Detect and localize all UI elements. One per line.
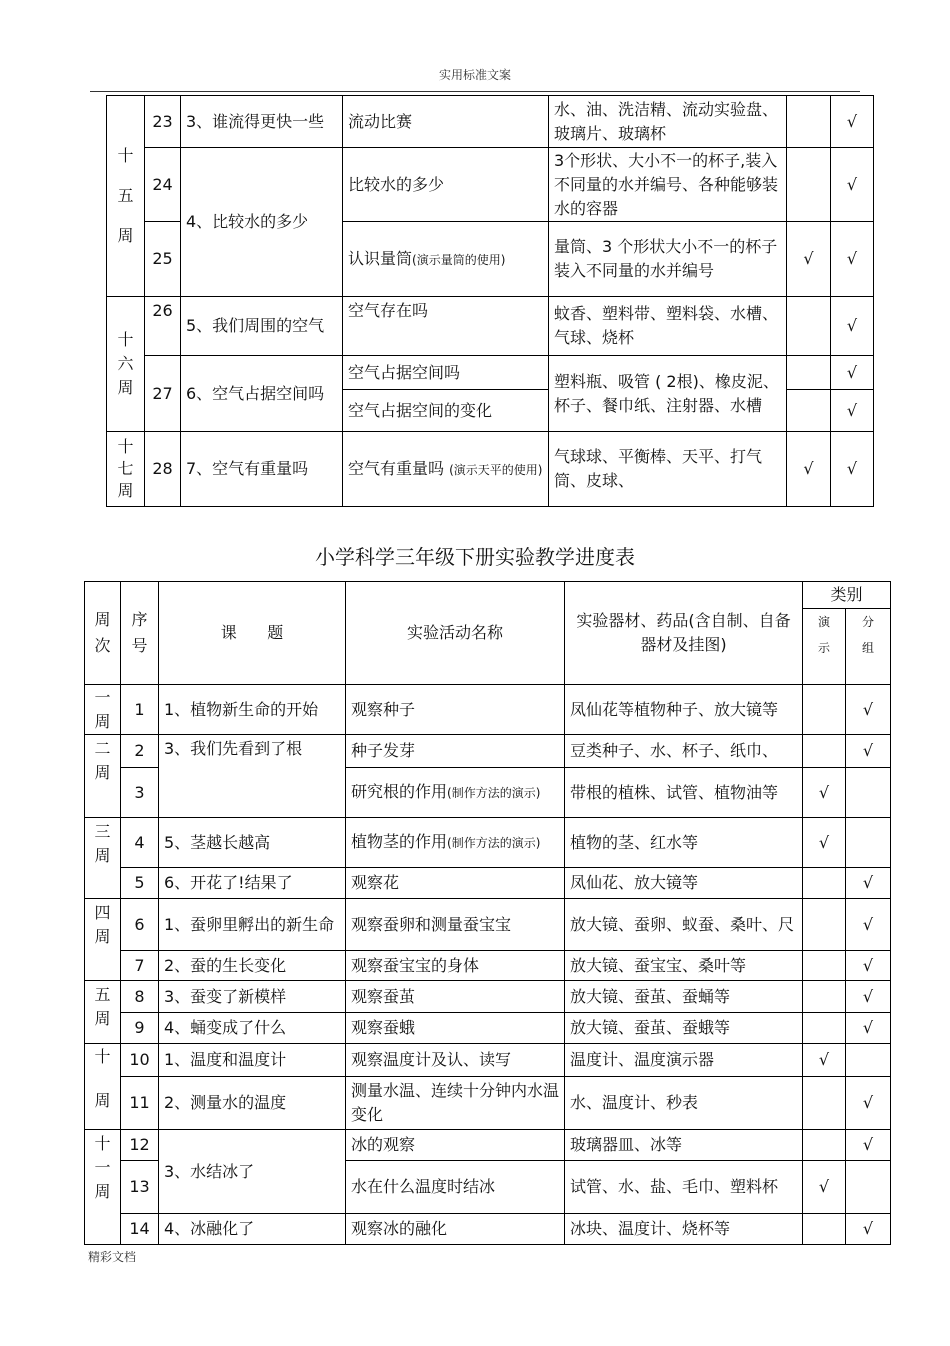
lesson-cell: 7、空气有重量吗 (181, 432, 343, 507)
demo-cell (787, 96, 831, 148)
activity-cell: 观察冰的融化 (346, 1214, 565, 1245)
schedule-table (84, 581, 891, 1245)
page-footer: 精彩文档 (88, 1250, 137, 1264)
group-cell: √ (846, 735, 891, 768)
activity-cell: 观察温度计及认、读写 (346, 1044, 565, 1077)
demo-cell (803, 1013, 846, 1044)
activity-cell: 种子发芽 (346, 735, 565, 768)
demo-cell (803, 1077, 846, 1130)
activity-cell (346, 818, 565, 868)
demo-cell (803, 1214, 846, 1245)
activity-cell: 水在什么温度时结冰 (346, 1161, 565, 1214)
number-cell: 23 (145, 96, 181, 148)
materials-cell: 3个形状、大小不一的杯子,装入不同量的水并编号、各种能够装水的容器 (549, 148, 787, 222)
demo-cell (787, 148, 831, 222)
activity-cell: 空气存在吗 (343, 297, 549, 356)
materials-cell: 气球球、平衡棒、天平、打气筒、皮球、 (549, 432, 787, 507)
header-group: 分 组 (846, 609, 891, 685)
table-row (107, 356, 874, 390)
lesson-cell: 4、冰融化了 (159, 1214, 346, 1245)
group-cell: √ (846, 1013, 891, 1044)
demo-cell: √ (787, 222, 831, 297)
group-cell: √ (831, 148, 874, 222)
lesson-cell: 4、比较水的多少 (181, 148, 343, 297)
activity-cell (346, 768, 565, 818)
table-header-row (85, 582, 891, 609)
group-cell: √ (846, 868, 891, 899)
header-divider (90, 91, 860, 92)
lesson-cell: 5、茎越长越高 (159, 818, 346, 868)
group-cell (846, 1044, 891, 1077)
number-cell: 4 (121, 818, 159, 868)
activity-cell: 空气占据空间的变化 (343, 390, 549, 432)
group-cell (846, 818, 891, 868)
table-row (107, 148, 874, 222)
table-row (85, 1013, 891, 1044)
activity-cell: 观察蚕茧 (346, 981, 565, 1013)
number-cell: 14 (121, 1214, 159, 1245)
group-cell: √ (846, 1214, 891, 1245)
materials-cell: 豆类种子、水、杯子、纸巾、 (565, 735, 803, 768)
activity-cell: 比较水的多少 (343, 148, 549, 222)
activity-text: 空气有重量吗 (348, 458, 445, 478)
group-cell: √ (831, 356, 874, 390)
materials-cell: 量筒、3 个形状大小不一的杯子装入不同量的水并编号 (549, 222, 787, 297)
group-cell: √ (846, 1130, 891, 1161)
lesson-cell: 6、开花了!结果了 (159, 868, 346, 899)
week-cell: 三 周 (85, 818, 121, 899)
group-cell: √ (846, 981, 891, 1013)
table-title: 小学科学三年级下册实验教学进度表 (315, 545, 635, 569)
materials-cell: 放大镜、蚕茧、蚕蛹等 (565, 981, 803, 1013)
activity-note: (制作方法的演示) (447, 786, 541, 800)
activity-text: 认识量筒 (348, 248, 413, 268)
week-cell: 十 五 周 (107, 96, 145, 297)
activity-text: 研究根的作用 (351, 782, 448, 801)
materials-cell: 放大镜、蚕宝宝、桑叶等 (565, 951, 803, 981)
demo-cell: √ (787, 432, 831, 507)
number-cell: 3 (121, 768, 159, 818)
number-cell: 26 (145, 297, 181, 356)
materials-cell: 冰块、温度计、烧杯等 (565, 1214, 803, 1245)
number-cell: 10 (121, 1044, 159, 1077)
demo-cell (803, 899, 846, 951)
number-cell: 28 (145, 432, 181, 507)
group-cell: √ (831, 390, 874, 432)
lesson-cell: 3、蚕变了新模样 (159, 981, 346, 1013)
materials-cell: 温度计、温度演示器 (565, 1044, 803, 1077)
demo-cell (803, 735, 846, 768)
group-cell: √ (846, 951, 891, 981)
number-cell: 8 (121, 981, 159, 1013)
activity-note: (演示天平的使用) (449, 462, 543, 477)
activity-cell (343, 432, 549, 507)
number-cell: 25 (145, 222, 181, 297)
materials-cell: 带根的植株、试管、植物油等 (565, 768, 803, 818)
table-row (107, 297, 874, 356)
demo-cell: √ (803, 768, 846, 818)
number-cell: 13 (121, 1161, 159, 1214)
header-category: 类别 (803, 582, 891, 609)
week-cell: 十 七 周 (107, 432, 145, 507)
lesson-cell: 3、我们先看到了根 (159, 735, 346, 818)
number-cell: 12 (121, 1130, 159, 1161)
header-demo: 演 示 (803, 609, 846, 685)
activity-cell: 冰的观察 (346, 1130, 565, 1161)
lesson-cell: 3、谁流得更快一些 (181, 96, 343, 148)
lesson-cell: 5、我们周围的空气 (181, 297, 343, 356)
table-row (85, 1077, 891, 1130)
header-materials: 实验器材、药品(含自制、自备器材及挂图) (565, 582, 803, 685)
number-cell: 7 (121, 951, 159, 981)
demo-cell: √ (803, 818, 846, 868)
materials-cell: 放大镜、蚕卵、蚁蚕、桑叶、尺 (565, 899, 803, 951)
activity-text: 植物茎的作用 (351, 832, 448, 851)
header-week: 周 次 (85, 582, 121, 685)
table-row (85, 951, 891, 981)
number-cell: 24 (145, 148, 181, 222)
number-cell: 11 (121, 1077, 159, 1130)
number-cell: 5 (121, 868, 159, 899)
materials-cell: 凤仙花、放大镜等 (565, 868, 803, 899)
page-header: 实用标准文案 (438, 68, 511, 82)
group-cell: √ (846, 685, 891, 735)
table-row (85, 899, 891, 951)
demo-cell (787, 356, 831, 390)
activity-note: (演示量筒的使用) (412, 252, 506, 267)
week-cell: 十 一 周 (85, 1130, 121, 1245)
number-cell: 2 (121, 735, 159, 768)
materials-cell: 水、油、洗洁精、流动实验盘、玻璃片、玻璃杯 (549, 96, 787, 148)
table-row (107, 432, 874, 507)
group-cell: √ (831, 432, 874, 507)
number-cell: 6 (121, 899, 159, 951)
week-cell: 二 周 (85, 735, 121, 818)
demo-cell (803, 1130, 846, 1161)
activity-cell: 观察种子 (346, 685, 565, 735)
activity-cell (343, 222, 549, 297)
activity-cell: 观察蚕卵和测量蚕宝宝 (346, 899, 565, 951)
number-cell: 27 (145, 356, 181, 432)
materials-cell: 植物的茎、红水等 (565, 818, 803, 868)
table-row (85, 1130, 891, 1161)
group-cell (846, 1161, 891, 1214)
group-cell: √ (831, 222, 874, 297)
activity-cell: 空气占据空间吗 (343, 356, 549, 390)
group-cell: √ (831, 96, 874, 148)
lesson-cell: 1、温度和温度计 (159, 1044, 346, 1077)
activity-cell: 测量水温、连续十分钟内水温变化 (346, 1077, 565, 1130)
header-number: 序 号 (121, 582, 159, 685)
week-cell: 一 周 (85, 685, 121, 735)
materials-cell: 凤仙花等植物种子、放大镜等 (565, 685, 803, 735)
week-cell: 四 周 (85, 899, 121, 981)
lesson-cell: 2、测量水的温度 (159, 1077, 346, 1130)
number-cell: 9 (121, 1013, 159, 1044)
materials-cell: 试管、水、盐、毛巾、塑料杯 (565, 1161, 803, 1214)
activity-note: (制作方法的演示) (447, 836, 541, 850)
demo-cell (803, 685, 846, 735)
activity-cell: 观察蚕蛾 (346, 1013, 565, 1044)
header-lesson: 课 题 (159, 582, 346, 685)
table-row (85, 735, 891, 768)
table-row (85, 1214, 891, 1245)
demo-cell (787, 390, 831, 432)
materials-cell: 放大镜、蚕茧、蚕蛾等 (565, 1013, 803, 1044)
lesson-cell: 1、蚕卵里孵出的新生命 (159, 899, 346, 951)
materials-cell: 塑料瓶、吸管 ( 2根)、橡皮泥、杯子、餐巾纸、注射器、水槽 (549, 356, 787, 432)
activity-cell: 观察花 (346, 868, 565, 899)
materials-cell: 玻璃器皿、冰等 (565, 1130, 803, 1161)
demo-cell (787, 297, 831, 356)
lesson-cell: 1、植物新生命的开始 (159, 685, 346, 735)
demo-cell: √ (803, 1161, 846, 1214)
activity-cell: 观察蚕宝宝的身体 (346, 951, 565, 981)
activity-cell: 流动比赛 (343, 96, 549, 148)
lesson-cell: 4、蛹变成了什么 (159, 1013, 346, 1044)
table-row (85, 685, 891, 735)
materials-cell: 水、温度计、秒表 (565, 1077, 803, 1130)
lesson-cell: 3、水结冰了 (159, 1130, 346, 1214)
group-cell (846, 768, 891, 818)
number-cell: 1 (121, 685, 159, 735)
table-row (85, 818, 891, 868)
week-cell: 十 六 周 (107, 297, 145, 432)
header-activity: 实验活动名称 (346, 582, 565, 685)
table-row (107, 96, 874, 148)
demo-cell: √ (803, 1044, 846, 1077)
lesson-cell: 2、蚕的生长变化 (159, 951, 346, 981)
group-cell: √ (846, 899, 891, 951)
demo-cell (803, 981, 846, 1013)
group-cell: √ (846, 1077, 891, 1130)
demo-cell (803, 868, 846, 899)
group-cell: √ (831, 297, 874, 356)
table-row (85, 981, 891, 1013)
schedule-table-continued (106, 95, 874, 507)
week-cell: 十 周 (85, 1044, 121, 1130)
week-cell: 五 周 (85, 981, 121, 1044)
lesson-cell: 6、空气占据空间吗 (181, 356, 343, 432)
demo-cell (803, 951, 846, 981)
materials-cell: 蚊香、塑料带、塑料袋、水槽、气球、烧杯 (549, 297, 787, 356)
table-row (85, 1044, 891, 1077)
table-row (85, 868, 891, 899)
